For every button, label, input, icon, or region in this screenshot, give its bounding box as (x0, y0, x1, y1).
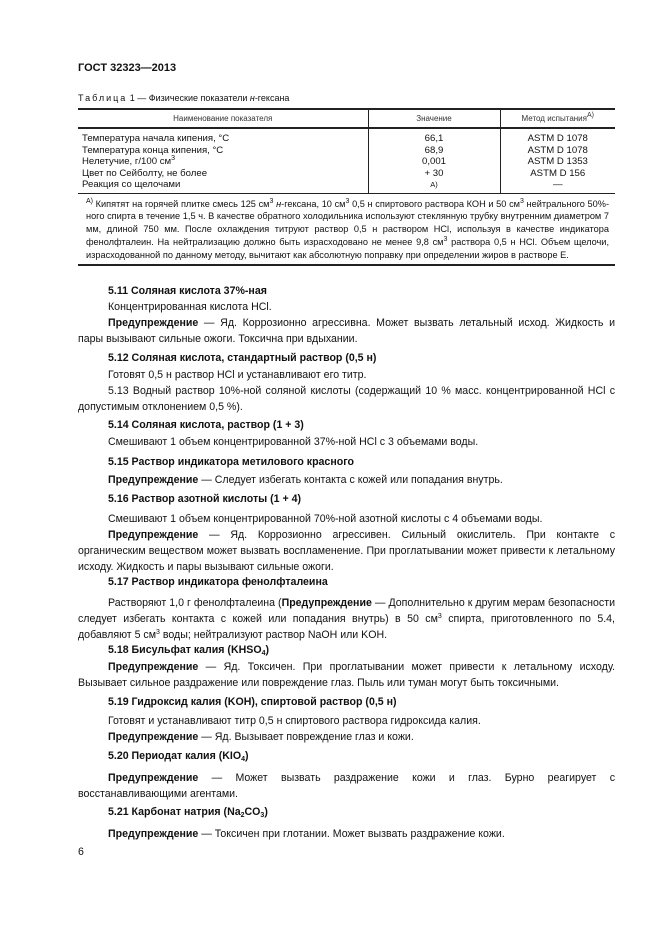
warning-paragraph (78, 472, 615, 488)
subscript: 2 (240, 812, 245, 819)
property-name: Температура начала кипения, °C (82, 133, 230, 144)
paragraph-5-13: 5.13 Водный раствор 10%-ной соляной кислоты (содержащий 10 % масс. концентрированной HCl с допустимым отклонением 0,5 %). (78, 385, 615, 414)
warning-label: Предупреждение (108, 731, 199, 743)
warning-label: Предупреждение (108, 828, 199, 840)
section-title-5-21 (78, 804, 615, 820)
title-text: ) (244, 750, 249, 762)
method: ASTM D 156 (530, 167, 586, 179)
caption-tail: -гексана (254, 93, 290, 103)
footnote-text: раствора 0,5 н HCl. Объем щелочи, израсходованной по данному методу, вычитают как абсолютную поправку при определении жиров в растворе Е. (86, 236, 609, 260)
table-footnote (78, 193, 615, 265)
warning-paragraph (78, 527, 615, 576)
title-text: ) (264, 806, 268, 818)
document-code: ГОСТ 32323—2013 (78, 62, 177, 74)
warning-text: — Яд. Вызывает повреждение глаз и кожи. (198, 731, 414, 743)
section-title-5-12: 5.12 Соляная кислота, стандартный раствор (0,5 н) (108, 352, 377, 364)
value: 68,9 (424, 144, 444, 156)
warning-label: Предупреждение (108, 772, 199, 784)
footnote-text: -гексана, 10 см (281, 198, 346, 209)
warning-paragraph (78, 659, 615, 691)
warning-text: — Яд. Токсичен. При проглатывании может привести к летальному исходу. Вызывает сильное раздражение или повреждение глаз. Пыль или туман могут быть токсичными. (78, 661, 615, 690)
warning-label: Предупреждение (108, 317, 199, 329)
properties-table (78, 108, 615, 266)
paragraph-5-17 (78, 595, 615, 644)
subscript: 4 (261, 650, 266, 657)
superscript: 3 (345, 197, 350, 205)
section-title-5-17: 5.17 Раствор индикатора фенолфталеина (108, 576, 328, 588)
method-footnote-mark: А) (586, 111, 594, 119)
col-header-method-label: Метод испытания (521, 113, 587, 123)
section-title-5-18 (78, 642, 615, 658)
col-header-name: Наименование показателя (78, 109, 368, 128)
property-name: Цвет по Сейболту, не более (82, 167, 208, 179)
method: ASTM D 1078 (527, 144, 588, 156)
section-title-5-19: 5.19 Гидроксид калия (KOH), спиртовой раствор (0,5 н) (108, 696, 397, 708)
footnote-mark: А) (86, 197, 93, 205)
warning-text: — Токсичен при глотании. Может вызвать раздражение кожи. (198, 828, 505, 840)
section-title-5-11: 5.11 Соляная кислота 37%-ная (108, 285, 267, 297)
property-name: Реакция со щелочами (82, 179, 181, 190)
warning-label: Предупреждение (281, 597, 372, 609)
footnote-text: 0,5 н спиртового раствора КОН и 50 см (349, 198, 520, 209)
superscript: 3 (437, 613, 442, 621)
warning-paragraph (78, 315, 615, 347)
footnote-text: нейтрального 50%-ного спирта в течение 1,5 ч. В качестве обратного холодильника используют стеклянную трубку внутренним диаметром 7 мм, длиной 750 мм. После охлаждения титруют раствор 0,5 н раствором HCl, используя в качестве индикатора фенолфталеин. На нейтрализацию должно быть израсходовано не менее 9,8 см (86, 198, 610, 247)
footnote-italic: н (273, 198, 282, 209)
value: + 30 (424, 167, 444, 179)
text: Растворяют 1,0 г фенолфталеина ( (108, 597, 282, 609)
footnote-text: Кипятят на горячей плитке смесь 125 см (93, 198, 270, 209)
title-text: 5.20 Периодат калия (KIO (108, 750, 242, 762)
subscript: 4 (241, 756, 245, 763)
subscript: 3 (260, 812, 265, 819)
method: ASTM D 1078 (527, 133, 588, 144)
paragraph: Готовят и устанавливают титр 0,5 н спиртового раствора гидроксида калия. (108, 715, 481, 727)
paragraph: Смешивают 1 объем концентрированной 70%-ной азотной кислоты с 4 объемами воды. (108, 513, 543, 525)
title-text: ) (265, 644, 270, 656)
value: А) (430, 180, 438, 189)
paragraph: Готовят 0,5 н раствор HCl и устанавливают его титр. (108, 369, 367, 381)
table-header-row (78, 109, 615, 128)
value: 66,1 (424, 133, 444, 144)
warning-label: Предупреждение (108, 661, 199, 673)
warning-paragraph (78, 770, 615, 802)
caption-italic: н (249, 93, 255, 103)
warning-paragraph (78, 729, 615, 745)
warning-label: Предупреждение (108, 474, 199, 486)
col-header-value: Значение (368, 109, 500, 128)
property-names-cell (78, 128, 368, 193)
superscript: 3 (443, 235, 448, 243)
text: — Дополнительно к другим мерам безопасности следует избегать контакта с кожей или попадания внутрь) в 50 см (78, 597, 615, 626)
caption-prefix: Таблица (78, 93, 128, 103)
text: воды; нейтрализуют раствор NaOH или KOH. (159, 629, 388, 642)
page-number: 6 (78, 846, 84, 858)
table-caption (78, 93, 289, 103)
col-header-method (500, 109, 615, 128)
caption-text: 1 — Физические показатели (127, 93, 250, 103)
superscript: 3 (519, 197, 524, 205)
section-title-5-16: 5.16 Раствор азотной кислоты (1 + 4) (108, 493, 302, 505)
warning-text: — Яд. Коррозионно агрессивен. Сильный окислитель. При контакте с органическим веществом может вызвать воспламенение. При проглатывании может привести к летальному исходу. Жидкость и пары вызывают сильные ожоги. (78, 529, 615, 574)
methods-cell (500, 128, 615, 193)
table-footnote-row (78, 193, 615, 265)
paragraph: Концентрированная кислота HCl. (108, 301, 272, 313)
warning-label: Предупреждение (108, 529, 199, 541)
method: — (552, 179, 563, 190)
warning-text: — Яд. Коррозионно агрессивна. Может вызвать летальный исход. Жидкость и пары вызывают сильные ожоги. Токсична при вдыхании. (78, 317, 615, 346)
warning-paragraph (78, 826, 615, 842)
table-body-row (78, 128, 615, 193)
superscript: 3 (156, 629, 160, 637)
paragraph: Смешивают 1 объем концентрированной 37%-ной HCl с 3 объемами воды. (108, 436, 479, 448)
property-name: Температура конца кипения, °C (82, 144, 224, 156)
title-text: 5.21 Карбонат натрия (Na (108, 806, 241, 818)
title-text: 5.18 Бисульфат калия (KHSO (108, 644, 262, 656)
section-title-5-14: 5.14 Соляная кислота, раствор (1 + 3) (108, 419, 304, 431)
property-name-text: Нелетучие, г/100 см (82, 156, 172, 167)
section-title-5-15: 5.15 Раствор индикатора метилового красного (108, 456, 354, 468)
warning-text: — Следует избегать контакта с кожей или попадания внутрь. (198, 474, 503, 486)
title-text: CO (244, 806, 261, 818)
value: 0,001 (421, 156, 446, 167)
superscript: 3 (269, 197, 274, 205)
property-name (82, 156, 364, 168)
warning-text: — Может вызвать раздражение кожи и глаз. Бурно реагирует с восстанавливающими агентами. (78, 772, 615, 801)
section-title-5-20 (78, 748, 615, 764)
values-cell (368, 128, 500, 193)
text: спирта, приготовленного по 5.4, добавляют 5 см (78, 613, 615, 642)
superscript: 3 (171, 155, 176, 162)
method: ASTM D 1353 (527, 156, 588, 167)
